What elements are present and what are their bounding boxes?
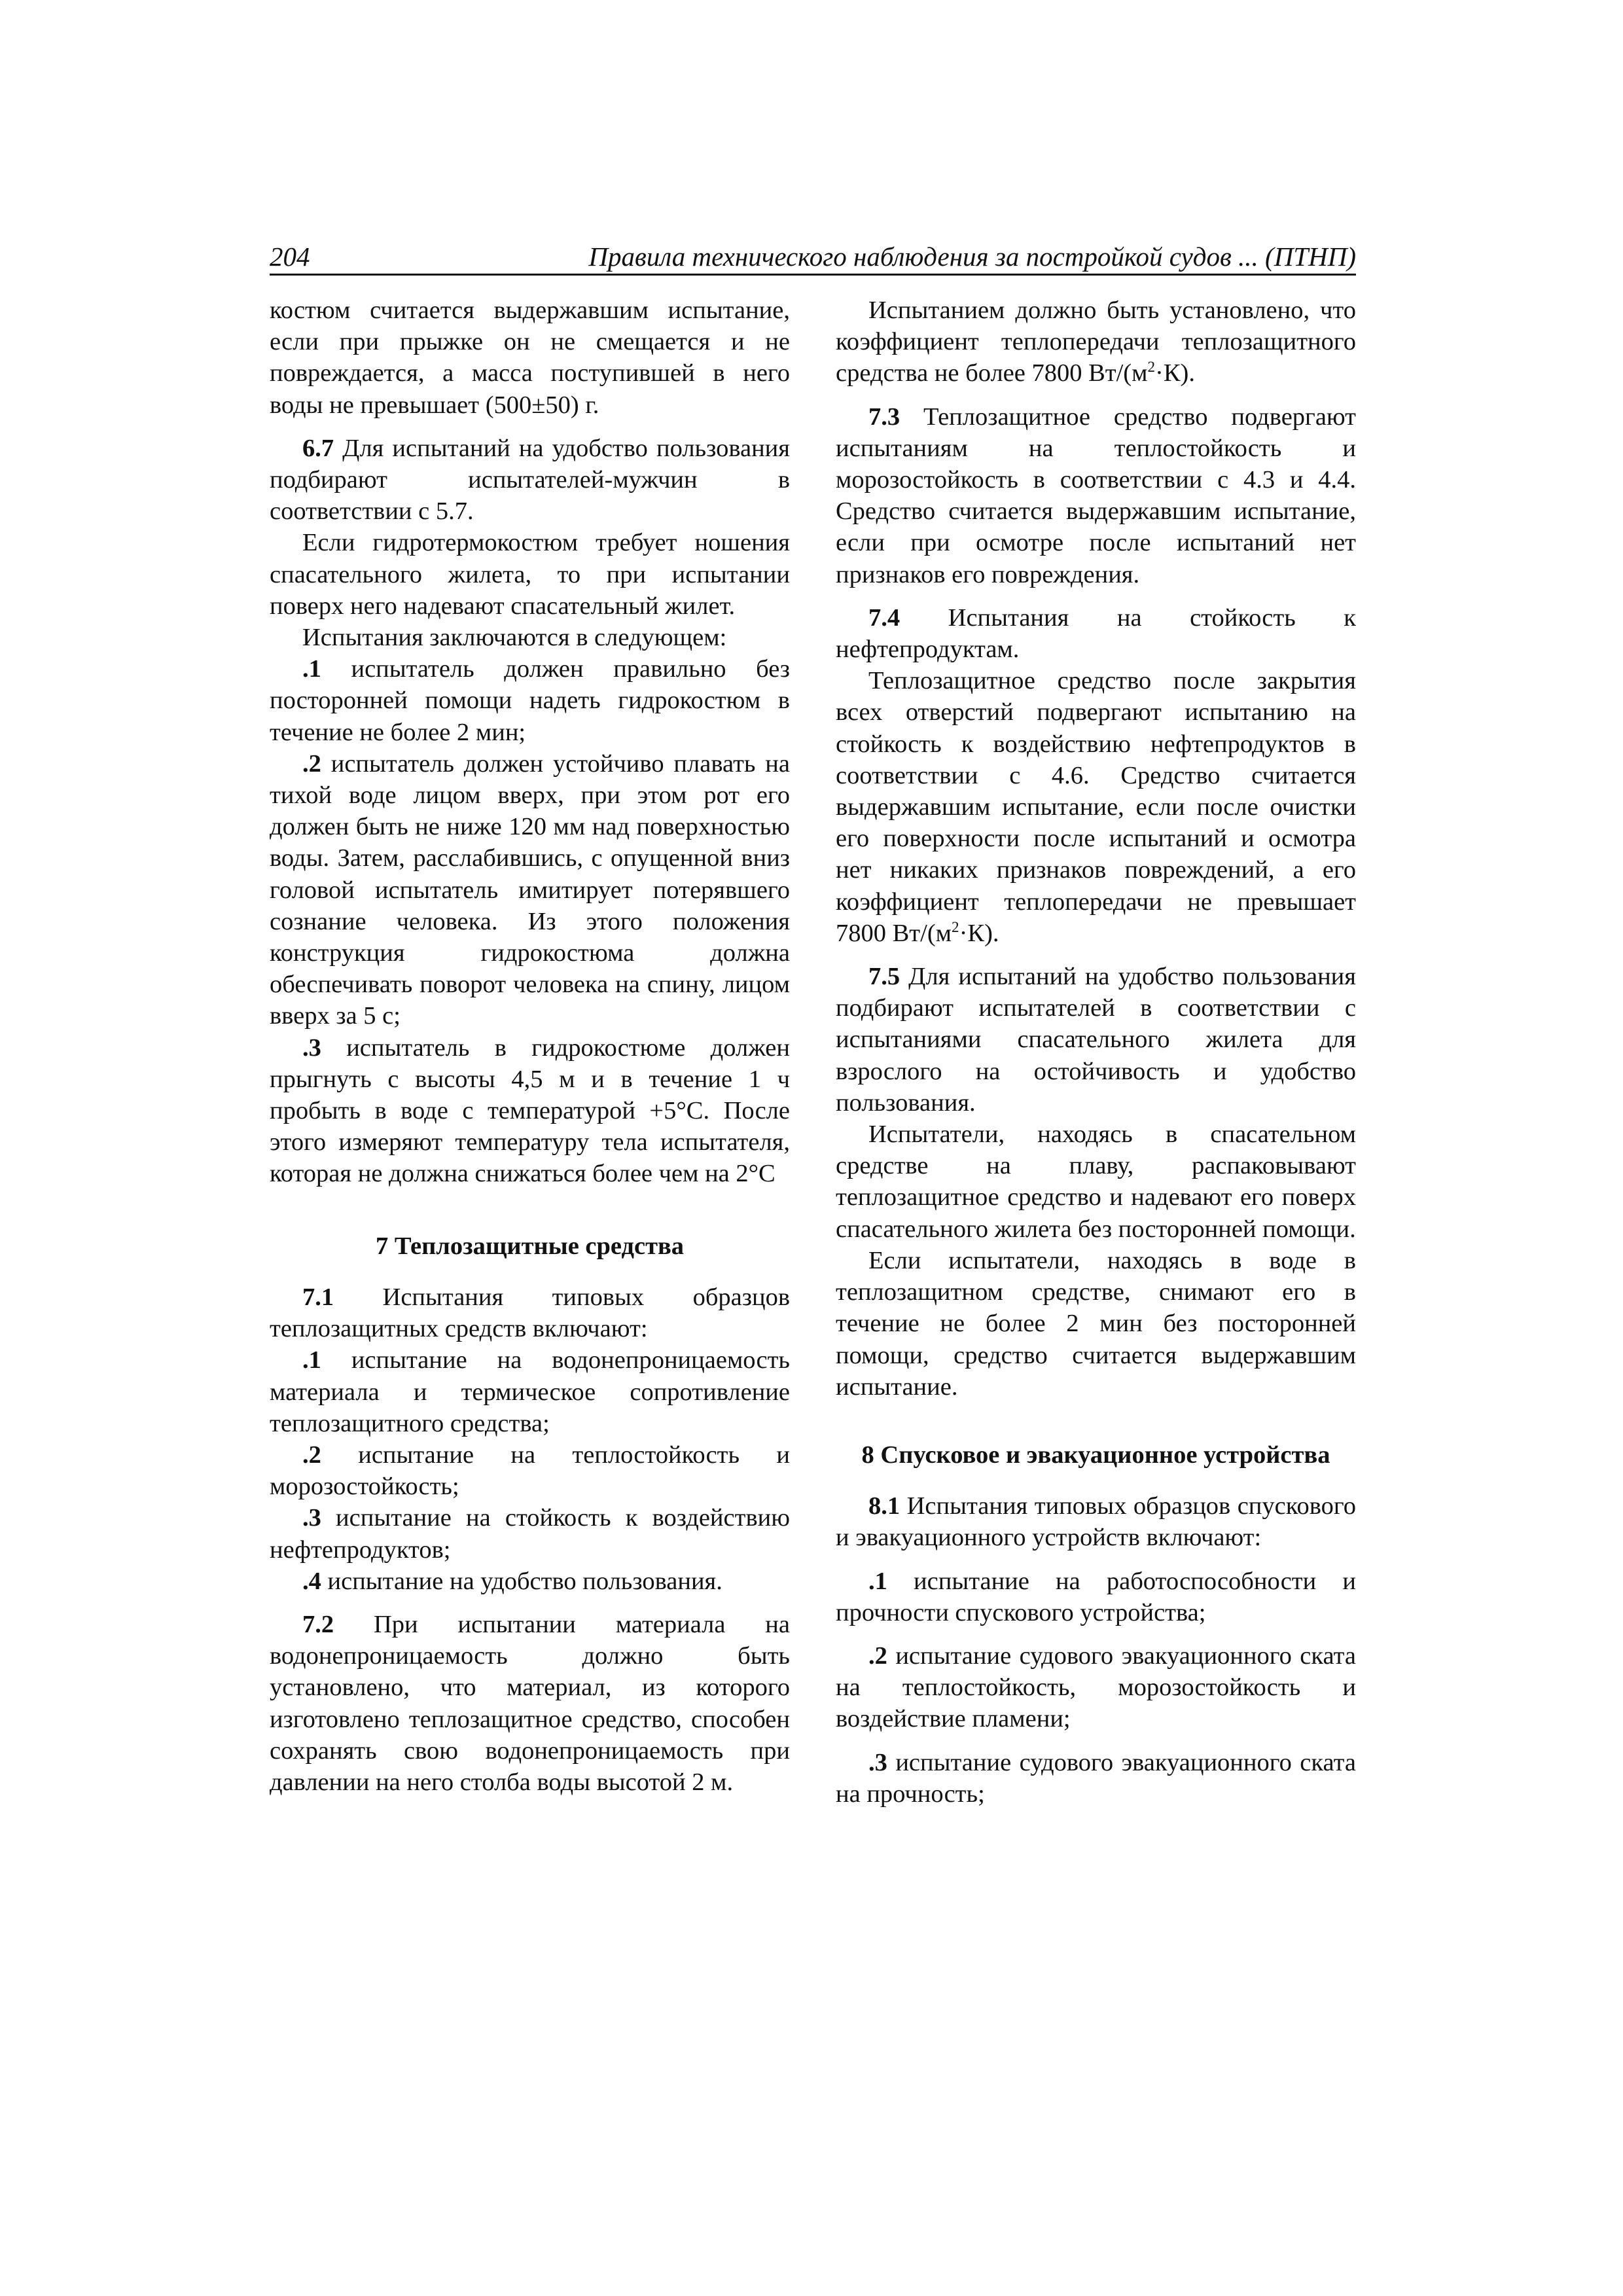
clause-text: Испытания типовых образцов спускового и эвакуационного устройств включают: [836,1492,1356,1552]
clause-6-7 [270,433,790,528]
clause-7-3 [836,401,1356,590]
list-item [270,653,790,748]
paragraph: Если испытатели, находясь в воде в теплозащитном средстве, снимают его в течение не более 2 мин без посторонней помощи, средство считается выдержавшим испытание. [836,1246,1356,1401]
paragraph: Испытания заключаются в следующем: [302,624,727,652]
item-text: испытатель в гидрокостюме должен прыгнуть с высоты 4,5 м и в течение 1 ч пробыть в воде с температурой +5°С. После этого измеряют температуру тела испытателя, которая не должна снижаться более чем на 2°С [270,1033,790,1188]
clause-7-2 [270,1609,790,1798]
item-text: испытание судового эвакуационного ската на прочность; [836,1748,1356,1808]
running-title: Правила технического наблюдения за постройкой судов ... (ПТНП) [588,242,1356,272]
item-number: .2 [868,1641,887,1670]
item-text: испытание на стойкость к воздействию нефтепродуктов; [270,1504,790,1564]
clause-7-1 [270,1282,790,1344]
text-run: Теплозащитное средство после закрытия всех отверстий подвергают испытанию на стойкость к воздействию нефтепродуктов в соответствии с 4.6. Средство считается выдержавшим испытание, если после очистки его поверхности после испытаний и осмотра нет никаких признаков повреждений, а его коэффициент теплопередачи не превышает 7800 Вт/(м [836,667,1356,947]
item-number: .2 [302,749,321,778]
list-item [836,1566,1356,1628]
page-number: 204 [270,242,310,272]
paragraph [836,295,1356,389]
item-number: .1 [302,655,321,683]
item-text: испытание на водонепроницаемость материала и термическое сопротивление теплозащитного средства; [270,1346,790,1437]
left-column [270,295,790,1798]
clause-number: 7.1 [302,1283,334,1311]
clause-text: Для испытаний на удобство пользования подбирают испытателей-мужчин в соответствии с 5.7. [270,434,790,526]
clause-7-5 [836,961,1356,1119]
item-text: испытание на теплостойкость и морозостойкость; [270,1441,790,1501]
clause-text: Испытания на стойкость к нефтепродуктам. [836,603,1356,664]
item-text: испытание на удобство пользования. [321,1567,722,1595]
clause-text: Для испытаний на удобство пользования подбирают испытателей в соответствии с испытаниями спасательного жилета для взрослого на остойчивость и удобство пользования. [836,963,1356,1117]
page-header [270,241,1356,276]
list-item [270,1502,790,1565]
list-item [270,1344,790,1439]
item-number: .4 [302,1567,321,1595]
list-item [836,1640,1356,1735]
paragraph: костюм считается выдержавшим испытание, если при прыжке он не смещается и не повреждается, а масса поступившей в него воды не превышает (500±50) г. [270,296,790,419]
paragraph: Испытатели, находясь в спасательном средстве на плаву, распаковывают теплозащитное средство и надевают его поверх спасательного жилета без посторонней помощи. [836,1121,1356,1243]
superscript: 2 [1147,358,1156,376]
clause-7-4 [836,602,1356,665]
paragraph [836,665,1356,949]
text-run: Испытанием должно быть установлено, что коэффициент теплопередачи теплозащитного средства не более 7800 Вт/(м [836,296,1356,387]
item-text: испытание на работоспособности и прочности спускового устройства; [836,1567,1356,1626]
item-number: .1 [302,1346,321,1374]
item-text: испытание судового эвакуационного ската на теплостойкость, морозостойкость и воздействие пламени; [836,1641,1356,1733]
list-item [270,1439,790,1502]
clause-text: При испытании материала на водонепроницаемость должно быть установлено, что материал, из которого изготовлено теплозащитное средство, способен сохранять свою водонепроницаемость при давлении на него столба воды высотой 2 м. [270,1610,790,1796]
list-item [836,1747,1356,1810]
clause-number: 7.3 [868,403,901,431]
text-run: ·К). [959,919,999,947]
item-number: .2 [302,1441,321,1469]
clause-8-1 [836,1490,1356,1553]
text-run: ·К). [1155,359,1195,387]
section-heading-8: 8 Спусковое и эвакуационное устройства [861,1441,1330,1469]
superscript: 2 [952,918,959,936]
clause-number: 7.5 [868,963,901,991]
paragraph: Если гидротермокостюм требует ношения спасательного жилета, то при испытании поверх него надевают спасательный жилет. [270,529,790,620]
clause-number: 7.2 [302,1610,334,1638]
item-text: испытатель должен правильно без посторонней помощи надеть гидрокостюм в течение не более 2 мин; [270,655,790,746]
clause-number: 8.1 [868,1492,901,1520]
clause-number: 7.4 [868,603,901,632]
clause-text: Испытания типовых образцов теплозащитных средств включают: [270,1283,790,1343]
clause-text: Теплозащитное средство подвергают испытаниям на теплостойкость и морозостойкость в соответствии с 4.3 и 4.4. Средство считается выдержавшим испытание, если при осмотре после испытаний нет признаков его повреждения. [836,403,1356,588]
clause-number: 6.7 [302,434,334,462]
item-text: испытатель должен устойчиво плавать на тихой воде лицом вверх, при этом рот его должен быть не ниже 120 мм над поверхностью воды. Затем, расслабившись, с опущенной вниз головой испытатель имитирует потерявшего сознание человека. Из этого положения конструкция гидрокостюма должна обеспечивать поворот человека на спину, лицом вверх за 5 с; [270,749,790,1030]
right-column [836,295,1356,1810]
list-item [270,748,790,1032]
list-item [270,1566,790,1597]
list-item [270,1032,790,1190]
item-number: .3 [302,1033,321,1062]
item-number: .3 [868,1748,887,1776]
item-number: .1 [868,1567,887,1595]
section-heading-7: 7 Теплозащитные средства [375,1232,685,1260]
item-number: .3 [302,1504,321,1532]
